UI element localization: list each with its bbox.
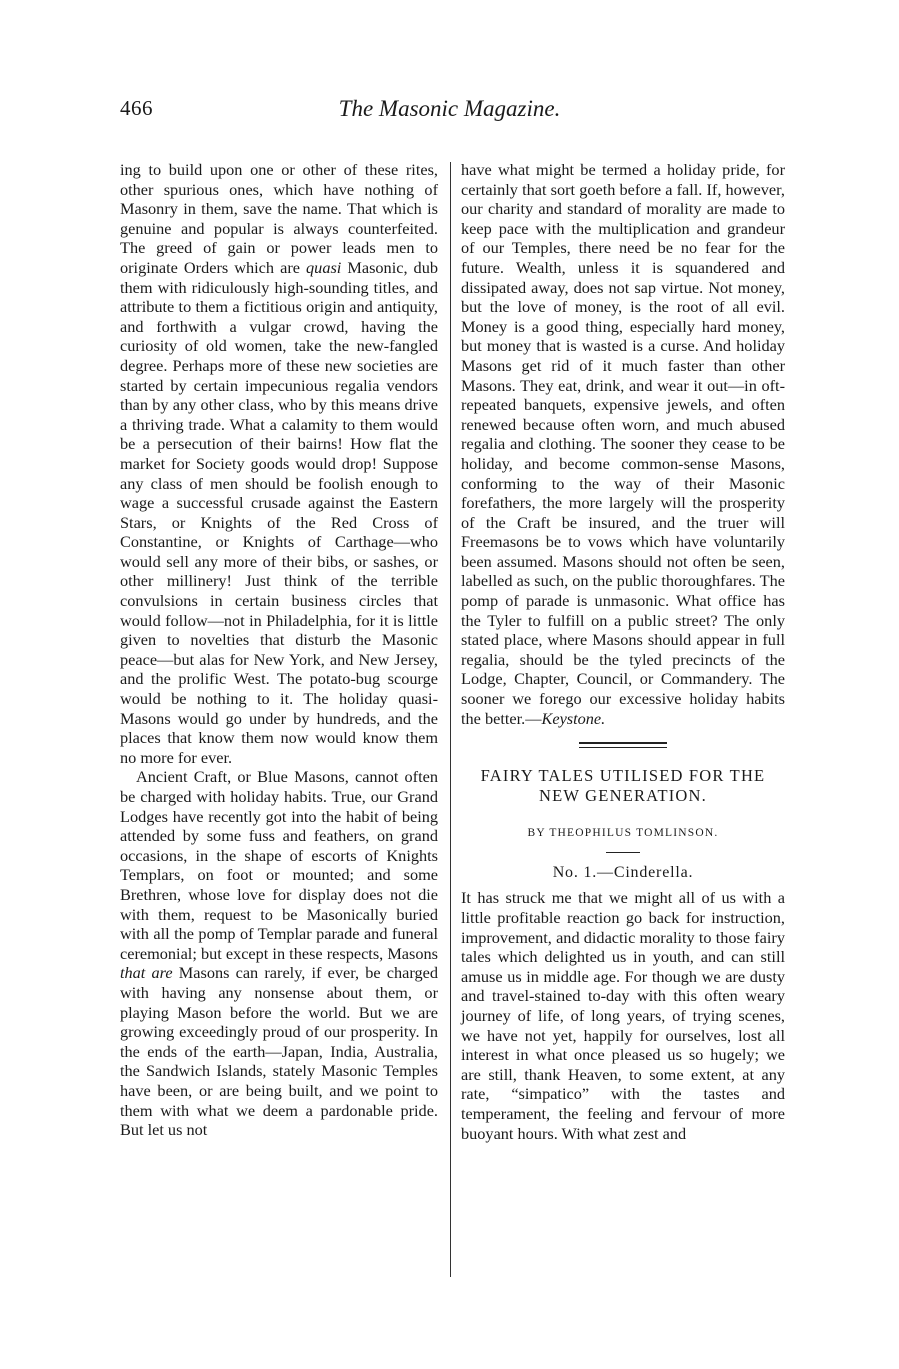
left-p1-emphasis: quasi <box>306 257 342 277</box>
left-column <box>120 160 438 1140</box>
left-p1-text: ing to build upon one or other of these rites, other spurious ones, which have nothing of Masonry in them, save the name. That which is genuine and popular is always counterfeited. The greed of gain or power leads men to originate Orders which are <box>120 160 438 277</box>
left-p2-text: Ancient Craft, or Blue Masons, cannot often be charged with holiday habits. True, our Grand Lodges have recently got into the habit of being attended by some fuss and feathers, on grand occasions, in the shape of escorts of Knights Templars, on foot or mounted; and some Brethren, whose love for display does not die with them, request to be Masonically buried with all the pomp of Templar parade and funeral ceremonial; but except in these respects, Masons <box>120 767 438 963</box>
byline: BY THEOPHILUS TOMLINSON. <box>527 827 719 840</box>
running-title: The Masonic Magazine. <box>338 96 561 121</box>
left-p2-emphasis: that are <box>120 963 173 983</box>
left-paragraph-1 <box>120 160 438 767</box>
byline-rule <box>606 852 640 853</box>
right-column <box>461 160 785 1143</box>
left-p2-rest: Masons can rarely, if ever, be charged with having any nonsense about them, or playing Mason before the world. But we are growing exceedingly proud of our prosperity. In the ends of the earth—Japan, India, Australia, the Sandwich Islands, stately Masonic Temples have been, or are being built, and we point to them with what we deem a pardonable pride. But let us not <box>120 963 438 1140</box>
section-divider <box>579 742 667 748</box>
column-divider <box>450 162 451 1277</box>
right-paragraph-2: It has struck me that we might all of us with a little profitable reaction go back for instruction, improvement, and didactic morality to those fairy tales which delighted us in youth, and can still amuse us in middle age. For though we are dusty and travel-stained to-day with this often weary journey of life, of long years, of trying scenes, we have not yet, happily for ourselves, lost all interest in what once pleased us so hugely; we are still, thank Heaven, to some extent, at any rate, “simpatico” with the tastes and temperament, the feeling and fervour of more buoyant hours. With what zest and <box>461 888 785 1143</box>
right-p1-text: have what might be termed a holiday pride, for certainly that sort goeth before a fall. If, however, our charity and standard of morality are made to keep pace with the multiplication and grandeur of our Temples, there need be no fear for the future. Wealth, unless it is squandered and dissipated away, does not sap virtue. Not money, but the love of money, is the root of all evil. Money is a good thing, especially hard money, but money that is wasted is a curse. And holiday Masons get rid of it much faster than other Masons. They eat, drink, and wear it out—in oft-repeated banquets, expensive jewels, and often renewed because often worn, and much abused regalia and clothing. The sooner they cease to be holiday, and become common-sense Masons, conforming to the way of their Masonic forefathers, the more largely will the prosperity of the Craft be insured, and the truer will Freemasons be to vows which have voluntarily been assumed. Masons should not often be seen, labelled as such, on the public thoroughfares. The pomp of parade is unmasonic. What office has the Tyler to fulfill on a public street? The only stated place, where Masons should appear in full regalia, should be the tyled precincts of the Lodge, Chapter, Council, or Commandery. The sooner we forego our excessive holiday habits the better.— <box>461 160 785 728</box>
right-paragraph-1 <box>461 160 785 728</box>
page-number: 466 <box>120 96 153 120</box>
left-p1-rest: Masonic, dub them with ridiculously high-sounding titles, and attribute to them a fictitious origin and antiquity, and forthwith a vulgar crowd, having the curiosity of old women, take the new-fangled degree. Perhaps more of these new societies are started by certain impecunious regalia vendors than by any other class, who by this means drive a thriving trade. What a calamity to them would be a persecution of their bairns! How flat the market for Society goods would drop! Suppose any class of men should be foolish enough to wage a successful crusade against the Eastern Stars, or Knights of the Red Cross of Constantine, or Knights of Carthage—who would sell any more of their bibs, or sashes, or other millinery! Just think of the terrible convulsions in certain business circles that would follow—not in Philadelphia, for it is little given to novelties that disturb the Masonic peace—but alas for New York, and New Jersey, and the prolific West. The potato-bug scourge would be nothing to it. The holiday quasi-Masons would go under by hundreds, and the places that know them now would know them no more for ever. <box>120 257 438 767</box>
chapter-subhead: No. 1.—Cinderella. <box>552 863 694 881</box>
page-header <box>0 92 899 132</box>
article-title: FAIRY TALES UTILISED FOR THE NEW GENERATION. <box>480 766 766 806</box>
left-paragraph-2 <box>120 767 438 1139</box>
right-p1-source: Keystone. <box>541 708 606 728</box>
